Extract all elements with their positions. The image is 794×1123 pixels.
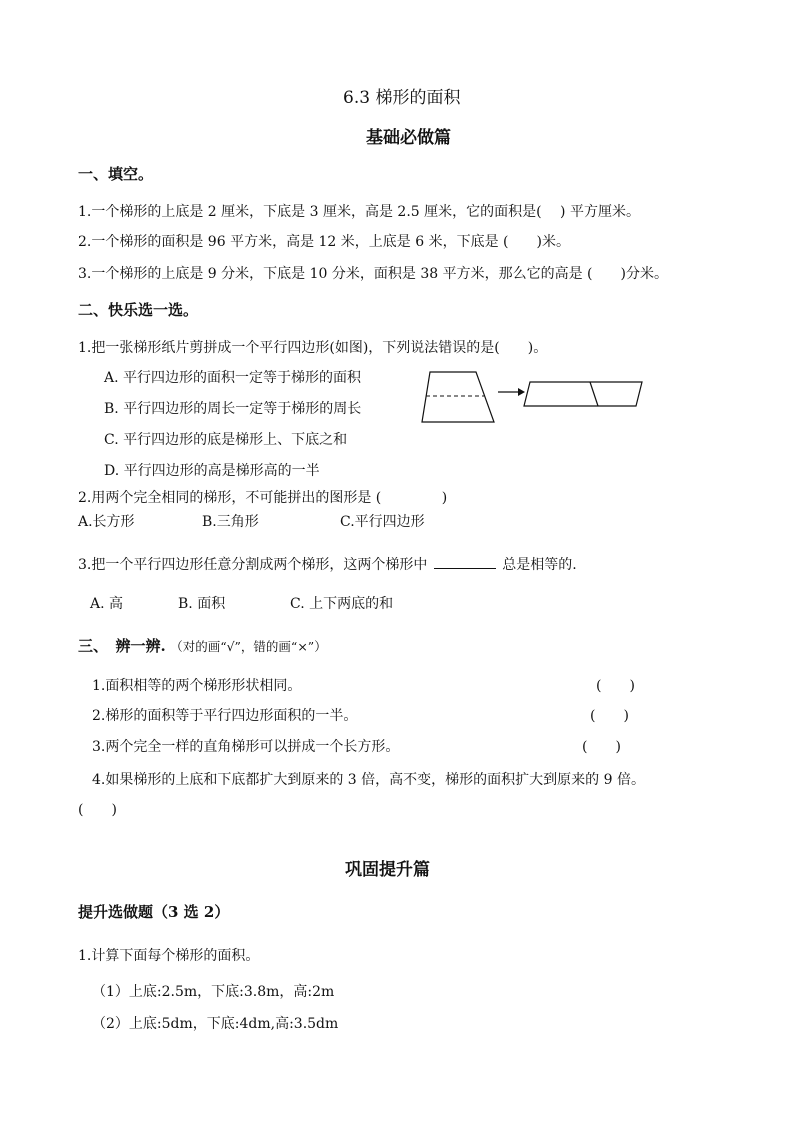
judge-item-4-paren: ( )	[78, 802, 117, 818]
cut-line	[590, 382, 598, 406]
choice-q1-stem: 1.把一张梯形纸片剪拼成一个平行四边形(如图)，下列说法错误的是( )。	[78, 340, 548, 356]
choice-heading: 二、快乐选一选。	[78, 301, 199, 319]
advanced-heading: 提升选做题（3 选 2）	[78, 903, 230, 921]
choice-q3-stem-after: 总是相等的.	[502, 557, 577, 573]
judge-heading-row	[78, 636, 327, 657]
choice-q3-option-b: B. 面积	[178, 596, 226, 612]
judge-item-2: 2.梯形的面积等于平行四边形面积的一半。	[92, 708, 358, 724]
trapezoid-to-parallelogram-figure	[420, 368, 650, 428]
advanced-q1-item-1: （1）上底:2.5m，下底:3.8m，高:2m	[92, 984, 335, 1000]
judge-note: （对的画“√”，错的画“×”）	[170, 639, 327, 654]
fill-blank-heading: 一、填空。	[78, 165, 154, 183]
choice-q3-option-a: A. 高	[90, 596, 124, 612]
judge-heading: 三、 辨一辨.	[78, 637, 166, 655]
trapezoid-shape	[422, 372, 494, 422]
choice-q1-option-c: C. 平行四边形的底是梯形上、下底之和	[104, 432, 348, 448]
section-advanced-heading: 巩固提升篇	[345, 860, 430, 880]
choice-q2-stem: 2.用两个完全相同的梯形，不可能拼出的图形是 ( )	[78, 490, 448, 506]
choice-q1-option-d: D. 平行四边形的高是梯形高的一半	[104, 463, 320, 479]
choice-q3-option-c: C. 上下两底的和	[290, 596, 394, 612]
judge-item-3-paren: ( )	[582, 739, 621, 755]
judge-item-2-paren: ( )	[590, 708, 629, 724]
choice-q2-option-c: C.平行四边形	[340, 514, 425, 530]
arrow-head	[518, 388, 525, 396]
fill-blank-item-1: 1.一个梯形的上底是 2 厘米，下底是 3 厘米，高是 2.5 厘米，它的面积是( ) 平方厘米。	[78, 204, 640, 220]
choice-q2-option-a: A.长方形	[78, 514, 135, 530]
choice-q2-option-b: B.三角形	[202, 514, 259, 530]
advanced-q1-item-2: （2）上底:5dm，下底:4dm,高:3.5dm	[92, 1016, 339, 1032]
choice-q3-stem	[78, 554, 577, 575]
answer-blank-line	[434, 554, 496, 569]
page-title: 6.3 梯形的面积	[343, 88, 461, 108]
choice-q1-option-a: A. 平行四边形的面积一定等于梯形的面积	[104, 370, 362, 386]
advanced-q1-stem: 1.计算下面每个梯形的面积。	[78, 948, 260, 964]
judge-item-4: 4.如果梯形的上底和下底都扩大到原来的 3 倍，高不变，梯形的面积扩大到原来的 9 倍。	[92, 772, 645, 788]
fill-blank-item-3: 3.一个梯形的上底是 9 分米，下底是 10 分米，面积是 38 平方米，那么它的高是 ( )分米。	[78, 266, 668, 282]
judge-item-1-paren: ( )	[596, 678, 635, 694]
section-basic-heading: 基础必做篇	[366, 128, 451, 148]
judge-item-3: 3.两个完全一样的直角梯形可以拼成一个长方形。	[92, 739, 400, 755]
fill-blank-item-2: 2.一个梯形的面积是 96 平方米，高是 12 米，上底是 6 米，下底是 ( )米。	[78, 234, 570, 250]
judge-item-1: 1.面积相等的两个梯形形状相同。	[92, 678, 302, 694]
parallelogram-shape	[524, 382, 642, 406]
choice-q1-option-b: B. 平行四边形的周长一定等于梯形的周长	[104, 401, 362, 417]
choice-q3-stem-before: 3.把一个平行四边形任意分割成两个梯形，这两个梯形中	[78, 557, 428, 573]
